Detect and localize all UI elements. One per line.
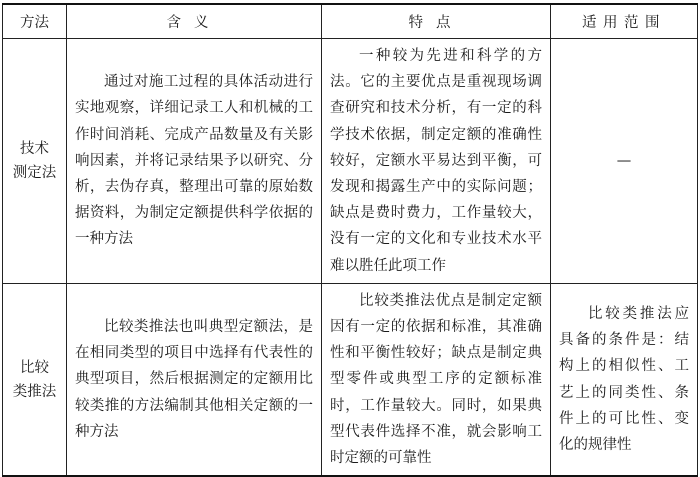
header-method: 方法 (3, 4, 67, 39)
method-name-line2: 类推法 (12, 383, 57, 400)
method-cell (3, 283, 67, 476)
header-scope: 适用范围 (551, 4, 698, 39)
header-features: 特点 (322, 4, 551, 39)
scope-cell: 比较类推法应具备的条件是：结构上的相似性、工艺上的同类性、条件上的可比性、变化的规律性 (551, 283, 698, 476)
header-meaning: 含义 (67, 4, 322, 39)
features-cell: 比较类推法优点是制定定额因有一定的依据和标准，其准确性和平衡性较好；缺点是制定典型零件或典型工序的定额标准时，工作量较大。同时，如果典型代表件选择不准，就会影响工时定额的可靠性 (322, 283, 551, 476)
table-row (3, 283, 698, 476)
meaning-cell: 比较类推法也叫典型定额法，是在相同类型的项目中选择有代表性的典型项目，然后根据测定的定额用比较类推的方法编制其他相关定额的一种方法 (67, 283, 322, 476)
features-cell: 一种较为先进和科学的方法。它的主要优点是重视现场调查研究和技术分析，有一定的科学技术依据，制定定额的准确性较好，定额水平易达到平衡，可发现和揭露生产中的实际问题；缺点是费时费力，工作量较大，没有一定的文化和专业技术水平难以胜任此项工作 (322, 39, 551, 284)
header-row (3, 4, 698, 39)
method-name-line1: 比较 (20, 359, 49, 376)
method-name-line2: 测定法 (12, 164, 57, 181)
method-name-line1: 技术 (20, 140, 49, 157)
method-cell (3, 39, 67, 284)
table-row (3, 39, 698, 284)
meaning-cell: 通过对施工过程的具体活动进行实地观察，详细记录工人和机械的工作时间消耗、完成产品数量及有关影响因素，并将记录结果予以研究、分析，去伪存真，整理出可靠的原始数据资料，为制定定额提供科学依据的一种方法 (67, 39, 322, 284)
scope-cell: — (551, 39, 698, 284)
methods-table (2, 3, 698, 477)
